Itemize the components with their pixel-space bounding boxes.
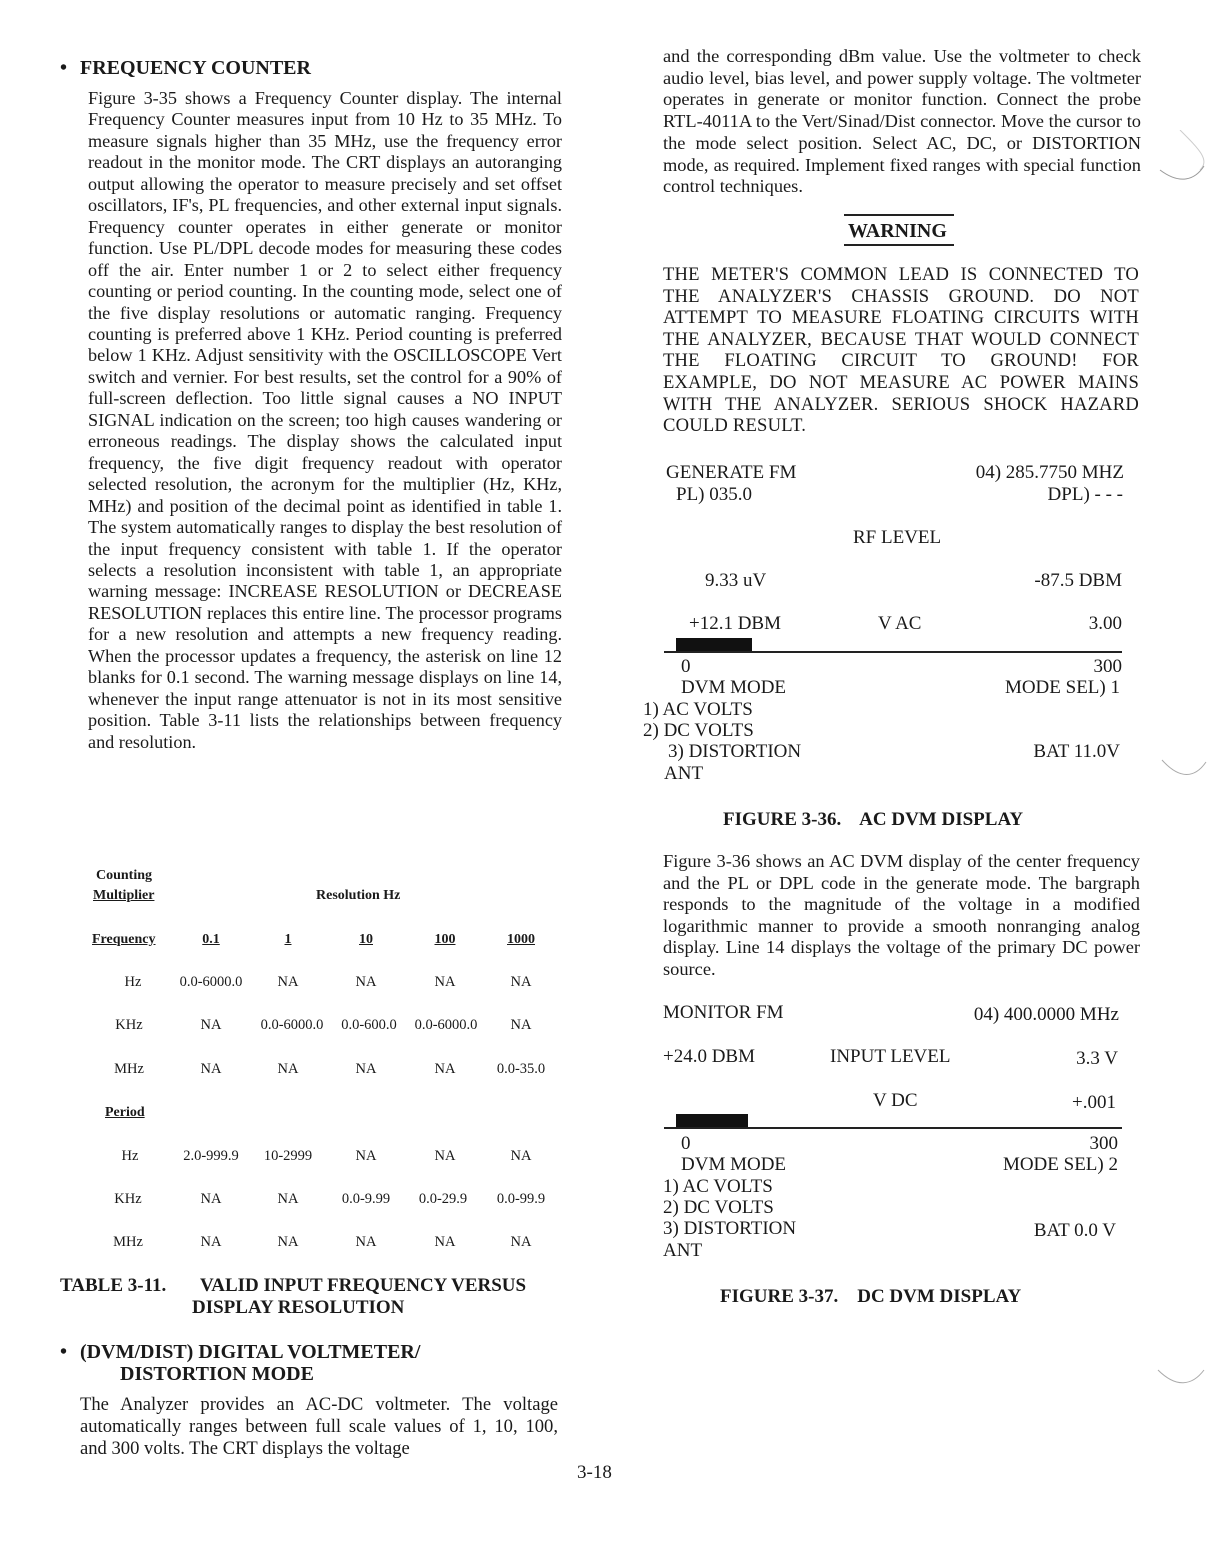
ac-dvm-mode-label: DVM MODE [681,677,787,698]
dc-v-value: +.001 [1072,1092,1116,1113]
table-cell: NA [434,1148,456,1164]
warning-top-rule [844,214,954,216]
table-cell: NA [434,974,456,990]
table-cell: 0.0-99.9 [496,1191,546,1207]
ac-scale-min: 0 [681,656,691,677]
row-unit: MHz [114,1061,144,1077]
scan-artifact-curves [1140,130,1220,1390]
dc-reading-dbm: +24.0 DBM [663,1046,756,1067]
table-caption-line2: DISPLAY RESOLUTION [192,1297,405,1318]
table-cell: NA [277,974,299,990]
warning-title: WARNING [848,220,947,242]
warning-text: THE METER'S COMMON LEAD IS CONNECTED TO THE ANALYZER'S CHASSIS GROUND. DO NOT ATTEMPT TO MEASURE FLOATING CIRCUITS WITH THE ANALYZER, BECAUSE THAT WOULD CONNECT THE FLOATING CIRCUIT TO GROUND! FOR EXAMPLE, DO NOT MEASURE AC POWER MAINS WITH THE ANALYZER. SERIOUS SHOCK HAZARD COULD RESULT. [663,264,1139,437]
table-caption-number: TABLE 3-11. [60,1275,167,1296]
ac-dpl: DPL) - - - [1047,484,1123,505]
dc-scale-min: 0 [681,1133,691,1154]
table-cell: NA [355,1061,377,1077]
bullet: • [60,1341,68,1363]
table-cell: 0.0-35.0 [496,1061,546,1077]
multiplier-label: Multiplier [93,888,155,903]
page-number: 3-18 [577,1462,612,1483]
dc-option-1: 1) AC VOLTS [663,1176,773,1197]
ac-reading-dbm: +12.1 DBM [689,613,782,634]
frequency-counter-heading [60,56,311,80]
table-cell: NA [200,1017,222,1033]
dc-scale-rule [664,1127,1122,1129]
dc-channel-freq: 04) 400.0000 MHz [973,1004,1119,1025]
warning-bottom-rule [844,244,954,246]
dc-v-label: V DC [873,1090,918,1111]
ac-rf-level-label: RF LEVEL [853,527,942,548]
frequency-counter-paragraph: Figure 3-35 shows a Frequency Counter display. The internal Frequency Counter measures input from 10 Hz to 35 MHz. To measure signals higher than 35 MHz, use the frequency error readout in the monitor mode. The CRT displays an autoranging output allowing the operator to measure precisely and set offset oscillators, IF's, PL frequencies, and other external input signals. Frequency counter operates in either generate or monitor function. Use PL/DPL decode modes for measuring these codes off the air. Enter number 1 or 2 to select either frequency counting or period counting. In the counting mode, select one of the five display resolutions or automatic ranging. Frequency counting is preferred above 1 KHz. Period counting is preferred below 1 KHz. Adjust sensitivity with the OSCILLOSCOPE Vert switch and vernier. For best results, set the control for a 90% of full-screen deflection. Too little signal causes a NO INPUT SIGNAL indication on the screen; too high causes wandering or erroneous readings. The display shows the calculated input frequency, the five digit frequency readout with operator selected resolution, the acronym for the multiplier (Hz, KHz, MHz) and position of the decimal point as identified in table 1. The system automatically ranges to display the best resolution of the input frequency consistent with table 1. If the operator selects a resolution inconsistent with table 1, an appropriate warning message: INCREASE RESOLUTION or DECREASE RESOLUTION replaces this entire line. The processor programs for a new resolution and attempts a new frequency reading. When the processor updates a frequency, the asterisk on line 12 blanks for 0.1 second. The warning message displays on line 14, whenever the input range attenuator is not in its most sensitive position. Table 3-11 lists the relationships between frequency and resolution. [88,88,562,752]
table-cell: NA [277,1234,299,1250]
col-header: 0.1 [202,932,220,947]
table-cell: 0.0-6000.0 [179,974,243,990]
ac-mode-sel: MODE SEL) 1 [1004,677,1120,698]
table-cell: NA [355,974,377,990]
table-cell: NA [200,1191,222,1207]
figure-3-36-paragraph: Figure 3-36 shows an AC DVM display of the center frequency and the PL or DPL code in the generate mode. The bargraph responds to the magnitude of the voltage in a modified logarithmic manner to provide a smooth nonranging analog display. Line 14 displays the voltage of the primary DC power source. [663,851,1140,979]
table-cell: NA [510,974,532,990]
frequency-label: Frequency [92,932,156,947]
dc-dvm-mode-label: DVM MODE [681,1154,787,1175]
dc-mode-sel: MODE SEL) 2 [1002,1154,1118,1175]
ac-scale-rule [664,651,1122,653]
dc-scale-max: 300 [1089,1133,1118,1154]
heading-text: FREQUENCY COUNTER [80,57,311,79]
ac-pl: PL) 035.0 [676,484,752,505]
dc-bargraph [676,1114,748,1128]
table-cell: NA [510,1148,532,1164]
table-cell: NA [434,1234,456,1250]
table-cell: NA [200,1234,222,1250]
dc-input-level-label: INPUT LEVEL [830,1046,951,1067]
table-caption [60,1275,580,1318]
ac-v-value: 3.00 [1088,613,1122,634]
table-cell: 0.0-600.0 [341,1017,397,1033]
table-cell: NA [277,1191,299,1207]
row-unit: KHz [115,1017,143,1033]
table-cell: 0.0-9.99 [341,1191,391,1207]
table-caption-line1: VALID INPUT FREQUENCY VERSUS [200,1275,527,1296]
ac-ant: ANT [664,763,704,784]
dc-option-3: 3) DISTORTION [663,1218,797,1239]
table-cell: 0.0-29.9 [418,1191,468,1207]
ac-mode: GENERATE FM [666,462,797,483]
col-header: 1 [284,932,292,947]
period-label: Period [105,1105,145,1120]
table-cell: 0.0-6000.0 [414,1017,478,1033]
col-header: 100 [434,932,456,947]
figure-3-36-caption: FIGURE 3-36. AC DVM DISPLAY [723,809,1024,830]
row-unit: Hz [124,974,142,990]
table-cell: NA [277,1061,299,1077]
counting-label: Counting [96,868,153,883]
table-cell: 10-2999 [263,1148,313,1164]
ac-option-2: 2) DC VOLTS [643,720,754,741]
row-unit: MHz [113,1234,143,1250]
table-cell: NA [510,1017,532,1033]
ac-option-3: 3) DISTORTION [668,741,802,762]
bullet: • [60,57,68,79]
ac-level-dbm: -87.5 DBM [1034,570,1122,591]
dc-battery: BAT 0.0 V [1033,1220,1116,1241]
row-unit: KHz [114,1191,142,1207]
dvm-intro-paragraph: and the corresponding dBm value. Use the voltmeter to check audio level, bias level, and power supply voltage. The voltmeter operates in generate or monitor function. Connect the probe RTL-4011A to the Vert/Sinad/Dist connector. Move the cursor to the mode select position. Select AC, DC, or DISTORTION mode, as required. Implement fixed ranges with special function control techniques. [663,46,1141,197]
dc-input-level-value: 3.3 V [1076,1048,1118,1069]
dc-option-2: 2) DC VOLTS [663,1197,774,1218]
ac-v-label: V AC [878,613,922,634]
resolution-label: Resolution Hz [316,888,401,903]
ac-level-uv: 9.33 uV [705,570,767,591]
col-header: 1000 [507,932,535,947]
ac-battery: BAT 11.0V [1033,741,1120,762]
ac-bargraph [676,638,752,651]
table-cell: 2.0-999.9 [183,1148,239,1164]
ac-scale-max: 300 [1093,656,1122,677]
table-cell: NA [355,1234,377,1250]
ac-option-1: 1) AC VOLTS [643,699,753,720]
table-cell: NA [510,1234,532,1250]
dvm-heading-line2: DISTORTION MODE [120,1363,314,1385]
dc-mode: MONITOR FM [663,1002,784,1023]
table-cell: NA [200,1061,222,1077]
dvm-heading [60,1340,420,1364]
table-cell: NA [355,1148,377,1164]
col-header: 10 [359,932,373,947]
row-unit: Hz [121,1148,139,1164]
dvm-paragraph: The Analyzer provides an AC-DC voltmeter. The voltage automatically ranges between full scale values of 1, 10, 100, and 300 volts. The CRT displays the voltage [80,1394,558,1459]
heading-text-line1: (DVM/DIST) DIGITAL VOLTMETER/ [80,1341,421,1363]
ac-channel-freq: 04) 285.7750 MHZ [975,462,1124,483]
dc-ant: ANT [663,1240,703,1261]
figure-3-37-caption: FIGURE 3-37. DC DVM DISPLAY [720,1286,1022,1307]
table-cell: 0.0-6000.0 [260,1017,324,1033]
table-cell: NA [434,1061,456,1077]
